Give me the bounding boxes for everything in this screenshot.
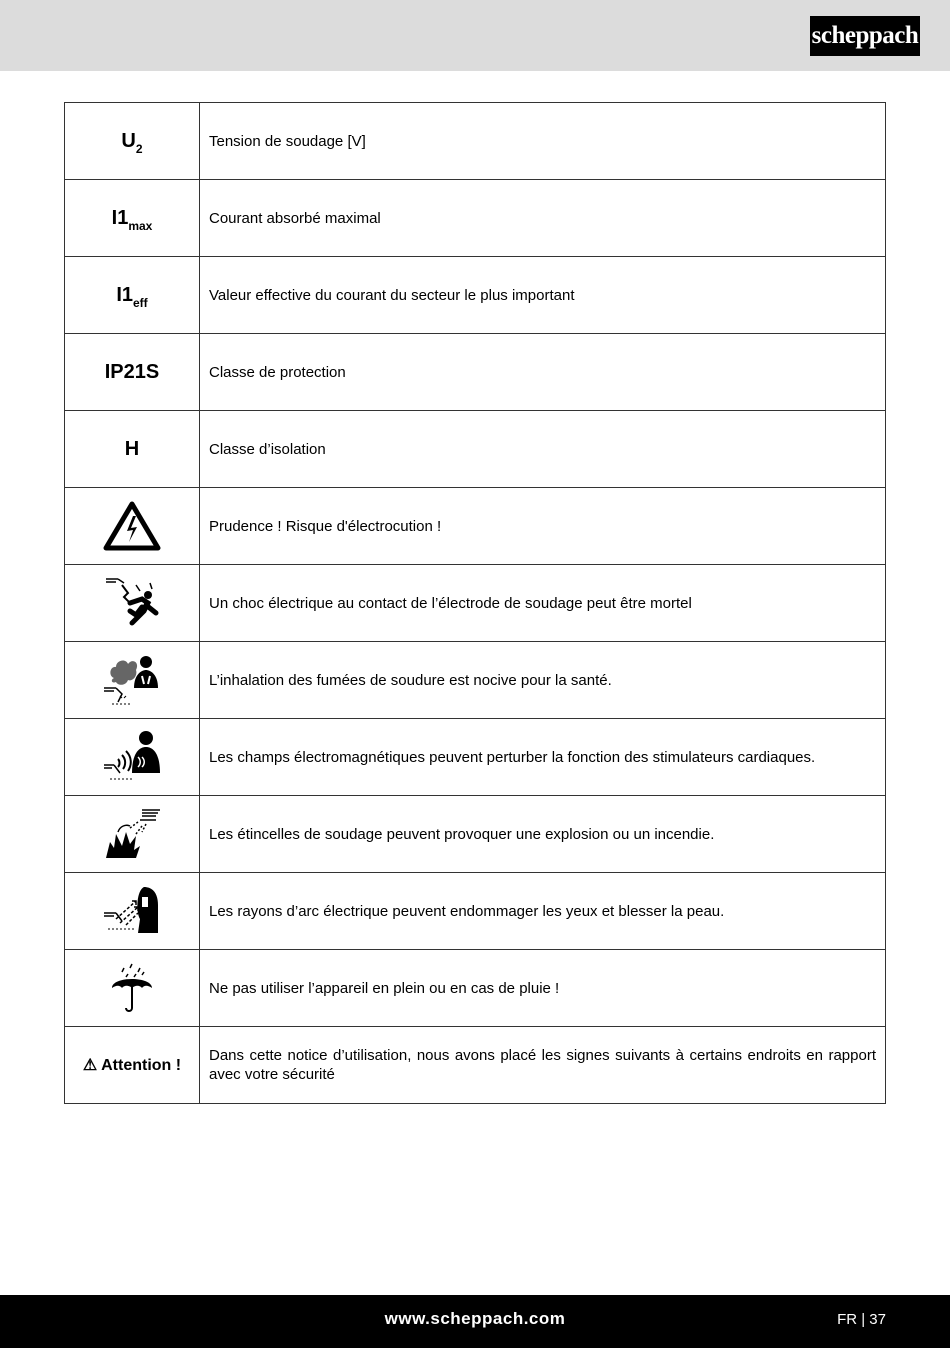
- description-cell: L’inhalation des fumées de soudure est nocive pour la santé.: [200, 642, 886, 719]
- description-cell: Les champs électromagnétiques peuvent perturber la fonction des stimulateurs cardiaques.: [200, 719, 886, 796]
- table-row: [65, 1027, 886, 1104]
- symbol-cell: [65, 950, 200, 1027]
- description-cell: Les étincelles de soudage peuvent provoquer une explosion ou un incendie.: [200, 796, 886, 873]
- table-row: [65, 103, 886, 180]
- description-cell: Un choc électrique au contact de l’électrode de soudage peut être mortel: [200, 565, 886, 642]
- table-row: [65, 950, 886, 1027]
- description-cell: Classe d’isolation: [200, 411, 886, 488]
- symbol-cell: [65, 334, 200, 411]
- symbol-ip21s: IP21S: [104, 360, 160, 383]
- symbol-cell: [65, 796, 200, 873]
- symbol-cell: [65, 411, 200, 488]
- table-row: [65, 180, 886, 257]
- pacemaker-warning-icon: [102, 729, 162, 785]
- attention-label: ⚠ Attention !: [82, 1057, 182, 1074]
- arc-rays-icon: [102, 883, 162, 939]
- page-number: FR | 37: [837, 1311, 886, 1328]
- description-cell: Ne pas utiliser l’appareil en plein ou en cas de pluie !: [200, 950, 886, 1027]
- symbol-u2: $U_2$: [121, 129, 143, 156]
- table-row: [65, 411, 886, 488]
- table-row: [65, 257, 886, 334]
- symbol-cell: [65, 1027, 200, 1104]
- description-cell: Les rayons d’arc électrique peuvent endommager les yeux et blesser la peau.: [200, 873, 886, 950]
- description-cell: Courant absorbé maximal: [200, 180, 886, 257]
- page-footer: [0, 1295, 950, 1348]
- table-row: [65, 334, 886, 411]
- electric-warning-icon: [102, 500, 162, 552]
- symbol-i1eff: $I1_{eff}$: [116, 283, 148, 310]
- footer-url: www.scheppach.com: [384, 1309, 566, 1328]
- symbol-cell: [65, 642, 200, 719]
- explosion-fire-icon: [102, 806, 162, 862]
- description-cell: Tension de soudage [V]: [200, 103, 886, 180]
- description-cell: Prudence ! Risque d'électrocution !: [200, 488, 886, 565]
- symbol-cell: [65, 719, 200, 796]
- symbol-cell: [65, 257, 200, 334]
- table-row: [65, 642, 886, 719]
- symbol-cell: [65, 873, 200, 950]
- page-header: [0, 0, 950, 71]
- electric-shock-icon: [102, 575, 162, 631]
- scheppach-logo: scheppach: [810, 16, 920, 56]
- symbol-cell: [65, 488, 200, 565]
- table-row: [65, 565, 886, 642]
- symbol-i1max: $I1_{max}$: [111, 206, 153, 233]
- welding-fumes-icon: [102, 652, 162, 708]
- table-row: [65, 796, 886, 873]
- umbrella-rain-icon: [102, 960, 162, 1016]
- table-row: [65, 873, 886, 950]
- table-row: [65, 719, 886, 796]
- description-cell: Valeur effective du courant du secteur le plus important: [200, 257, 886, 334]
- symbol-cell: [65, 180, 200, 257]
- table-row: [65, 488, 886, 565]
- symbol-h: H: [124, 437, 140, 460]
- symbol-cell: [65, 565, 200, 642]
- symbol-cell: [65, 103, 200, 180]
- description-cell: Classe de protection: [200, 334, 886, 411]
- symbols-table: [64, 102, 886, 1104]
- description-cell: Dans cette notice d’utilisation, nous avons placé les signes suivants à certains endroits en rapport avec votre sécurité: [200, 1027, 886, 1104]
